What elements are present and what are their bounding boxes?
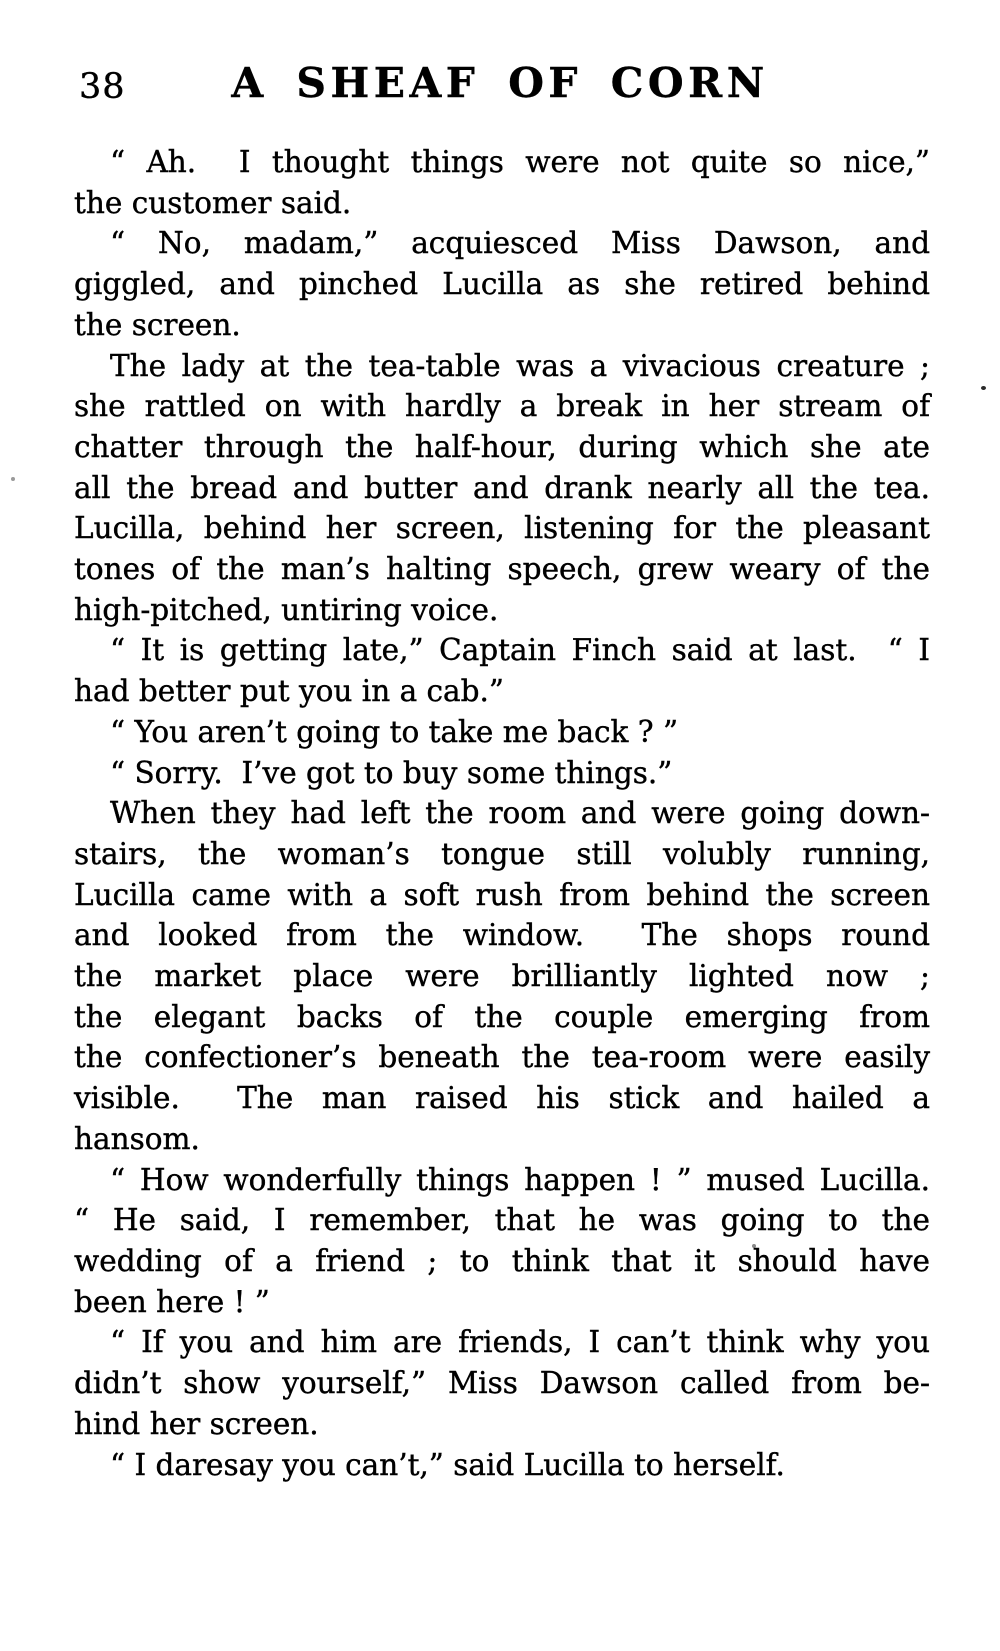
text-line: “ I daresay you can’t,” said Lucilla to herself. [110,1447,785,1482]
text-line: stairs, the woman’s tongue still volubly running, [74,836,930,871]
text-line: the screen. [74,307,241,342]
paragraph [74,793,930,1159]
text-line: and looked from the window. The shops round [74,918,930,953]
text-line: had better put you in a cab.” [74,674,504,709]
paragraph [74,223,930,345]
running-title: A SHEAF OF CORN [231,59,769,107]
text-line: didn’t show yourself,” Miss Dawson called from be- [74,1366,930,1401]
paragraph [74,346,930,631]
text-line: “ You aren’t going to take me back ? ” [110,714,679,749]
text-line: visible. The man raised his stick and hailed a [74,1081,930,1116]
text-line: Lucilla, behind her screen, listening for the pleasant [74,511,930,546]
paragraph [74,630,930,711]
text-line: “ Sorry. I’ve got to buy some things.” [110,755,673,790]
text-line: been here ! ” [74,1284,270,1319]
text-line: The lady at the tea-table was a vivacious creature ; [110,348,930,383]
text-line: the market place were brilliantly lighted now ; [74,959,930,994]
text-line: tones of the man’s halting speech, grew weary of the [74,552,930,587]
paragraph [74,753,930,794]
text-line: all the bread and butter and drank nearly all the tea. [74,470,930,505]
text-line: hind her screen. [74,1406,319,1441]
text-line: “ If you and him are friends, I can’t think why you [110,1325,930,1360]
body-text [74,142,930,1485]
paragraph [74,1160,930,1323]
text-line: “ He said, I remember, that he was going to the [74,1203,930,1238]
text-line: Lucilla came with a soft rush from behind the screen [74,877,930,912]
text-line: wedding of a friend ; to think that it should have [74,1243,930,1278]
text-line: “ How wonderfully things happen ! ” mused Lucilla. [110,1162,930,1197]
text-line: “ No, madam,” acquiesced Miss Dawson, and [110,226,930,261]
page-number: 38 [79,67,126,107]
text-line: the elegant backs of the couple emerging from [74,999,930,1034]
paragraph [74,712,930,753]
paragraph [74,142,930,223]
text-line: high-pitched, untiring voice. [74,592,499,627]
scan-speck [11,477,15,481]
scan-speck [981,386,986,390]
text-line: the customer said. [74,185,352,220]
paragraph [74,1322,930,1444]
text-line: giggled, and pinched Lucilla as she retired behind [74,267,930,302]
text-line: chatter through the half-hour, during which she ate [74,429,930,464]
text-line: she rattled on with hardly a break in her stream of [74,389,930,424]
text-line: “ Ah. I thought things were not quite so nice,” [110,145,930,179]
text-line: the confectioner’s beneath the tea-room were easily [74,1040,930,1075]
paragraph [74,1445,930,1486]
text-line: “ It is getting late,” Captain Finch said at last. “ I [110,633,930,668]
text-line: hansom. [74,1121,200,1156]
text-line: When they had left the room and were going down- [110,796,930,831]
